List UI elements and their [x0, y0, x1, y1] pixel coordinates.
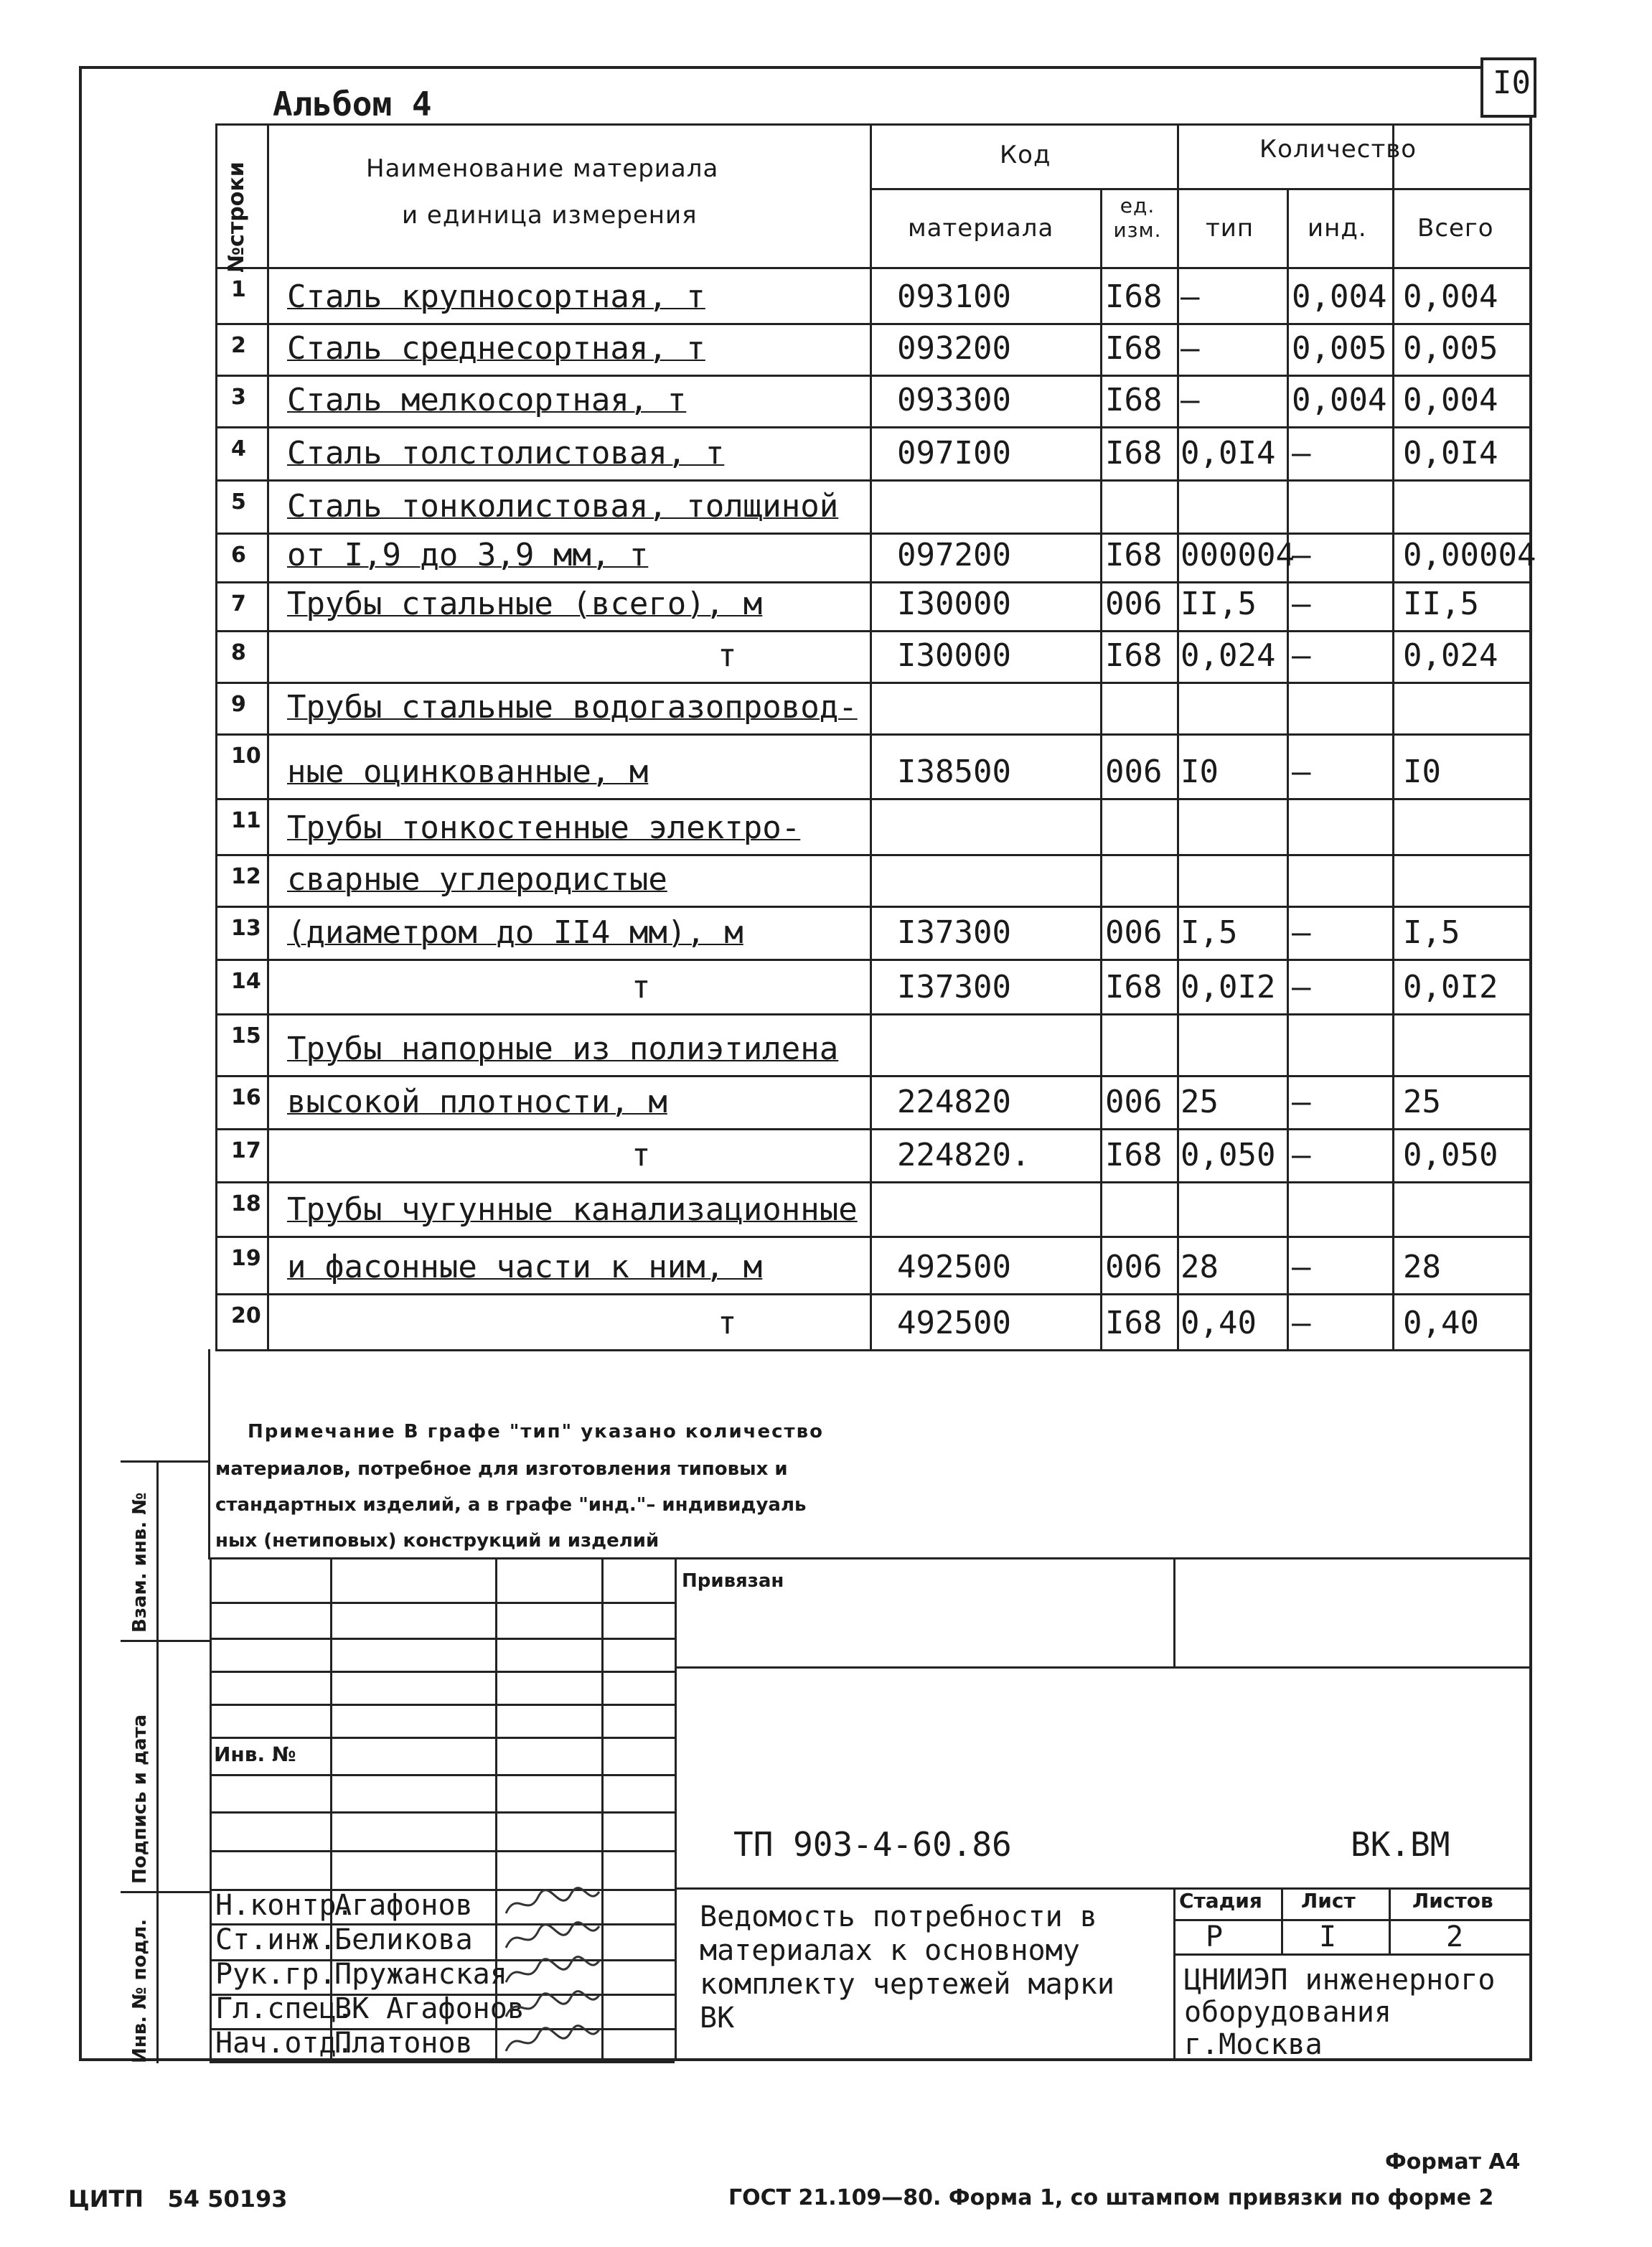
- row-type: 0,024: [1181, 637, 1276, 674]
- row-unit: 006: [1105, 1084, 1163, 1120]
- row-type: I0: [1181, 754, 1219, 790]
- header-quantity: Количество: [1259, 135, 1417, 164]
- row-n: 9: [231, 692, 246, 717]
- row-total: 0,00004: [1403, 537, 1536, 573]
- row-name: т: [632, 969, 651, 1005]
- row-n: 7: [231, 591, 246, 616]
- grid-line: [1173, 1887, 1175, 2061]
- grid-line: [210, 1774, 675, 1776]
- grid-line: [215, 1236, 1532, 1238]
- grid-line: [215, 630, 1532, 632]
- row-unit: I68: [1105, 330, 1163, 367]
- row-ind: 0,005: [1292, 330, 1387, 367]
- row-n: 14: [231, 969, 261, 994]
- stamp-doc-code: ТП 903-4-60.86: [733, 1825, 1012, 1864]
- row-name: Сталь тонколистовая, толщиной: [287, 488, 839, 525]
- row-unit: I68: [1105, 1305, 1163, 1341]
- grid-line: [1173, 1919, 1532, 1921]
- stamp-person-role: Рук.гр.: [215, 1958, 337, 1991]
- row-ind: –: [1292, 637, 1311, 674]
- row-total: 0,40: [1403, 1305, 1479, 1341]
- row-name: высокой плотности, м: [287, 1084, 667, 1120]
- signature-icon: [502, 1989, 603, 2024]
- row-n: 15: [231, 1023, 261, 1049]
- grid-line: [675, 1557, 677, 2061]
- row-name: Сталь среднесортная, т: [287, 330, 705, 367]
- stamp-stage-label: Стадия: [1179, 1889, 1262, 1913]
- grid-line: [215, 733, 1532, 736]
- note-line-4: ных (нетиповых) конструкций и изделий: [215, 1530, 660, 1552]
- row-n: 20: [231, 1303, 261, 1328]
- row-n: 4: [231, 436, 246, 461]
- grid-line: [215, 479, 1532, 482]
- header-code-material: материала: [908, 214, 1054, 243]
- stamp-person-name: ВК Агафонов: [334, 1992, 525, 2025]
- header-qty-ind: инд.: [1308, 214, 1367, 243]
- grid-line: [215, 1349, 1532, 1351]
- row-n: 19: [231, 1246, 261, 1271]
- row-name: Трубы стальные (всего), м: [287, 586, 763, 622]
- stamp-title-line-3: комплекту чертежей марки: [700, 1968, 1114, 2001]
- stamp-sheets-label: Листов: [1412, 1889, 1493, 1913]
- grid-line: [210, 1737, 675, 1739]
- row-type: I,5: [1181, 914, 1238, 951]
- stamp-person-name: Пружанская: [334, 1958, 507, 1991]
- grid-line: [215, 906, 1532, 908]
- stamp-doc-mark: ВК.ВМ: [1351, 1825, 1450, 1864]
- row-name: (диаметром до II4 мм), м: [287, 914, 743, 951]
- grid-line: [1389, 1887, 1391, 1953]
- row-name: Трубы чугунные канализационные: [287, 1191, 858, 1228]
- signature-icon: [502, 1955, 603, 1989]
- row-total: 0,0I4: [1403, 435, 1498, 472]
- row-code: I30000: [897, 637, 1011, 674]
- stamp-title-line-1: Ведомость потребности в: [700, 1900, 1097, 1933]
- grid-line: [121, 1891, 210, 1893]
- row-name: Трубы стальные водогазопровод-: [287, 689, 858, 726]
- row-code: 093200: [897, 330, 1011, 367]
- stamp-org-line-2: оборудования: [1184, 1996, 1391, 2029]
- row-type: II,5: [1181, 586, 1257, 622]
- row-n: 1: [231, 277, 246, 302]
- row-total: I0: [1403, 754, 1441, 790]
- row-n: 10: [231, 743, 261, 769]
- grid-line: [208, 1349, 210, 1557]
- stamp-person-role: Н.контр.: [215, 1889, 354, 1922]
- stamp-sheets: 2: [1446, 1920, 1464, 1953]
- row-unit: 006: [1105, 586, 1163, 622]
- row-name: Сталь крупносортная, т: [287, 278, 705, 315]
- grid-line: [121, 1640, 210, 1642]
- grid-line: [675, 1887, 1532, 1890]
- grid-line: [215, 1128, 1532, 1130]
- grid-line: [215, 123, 217, 1349]
- stamp-title-line-2: материалах к основному: [700, 1934, 1080, 1967]
- row-total: 25: [1403, 1084, 1441, 1120]
- grid-line: [210, 1704, 675, 1706]
- stamp-person-name: Агафонов: [334, 1889, 473, 1922]
- row-ind: –: [1292, 754, 1311, 790]
- row-type: 0,0I2: [1181, 969, 1276, 1005]
- row-name: Трубы тонкостенные электро-: [287, 810, 801, 846]
- stamp-person-name: Беликова: [334, 1923, 473, 1956]
- row-code: 224820: [897, 1084, 1011, 1120]
- row-total: 0,050: [1403, 1137, 1498, 1173]
- grid-line: [121, 1460, 210, 1463]
- grid-line: [870, 188, 1532, 190]
- row-unit: I68: [1105, 1137, 1163, 1173]
- row-name: сварные углеродистые: [287, 861, 667, 898]
- row-n: 6: [231, 543, 246, 568]
- row-ind: –: [1292, 586, 1311, 622]
- note-line-3: стандартных изделий, а в графе "инд."– индивидуаль: [215, 1494, 807, 1516]
- grid-line: [210, 1850, 675, 1852]
- row-type: 28: [1181, 1249, 1219, 1285]
- grid-line: [1392, 123, 1394, 1349]
- grid-line: [215, 123, 1532, 126]
- row-code: 097200: [897, 537, 1011, 573]
- row-name: ные оцинкованные, м: [287, 754, 649, 790]
- stamp-person-role: Нач.отд.: [215, 2027, 354, 2060]
- row-unit: 006: [1105, 754, 1163, 790]
- grid-line: [156, 1460, 159, 2063]
- row-name: т: [632, 1137, 651, 1173]
- row-n: 12: [231, 864, 261, 889]
- header-qty-type: тип: [1206, 214, 1254, 243]
- grid-line: [210, 1557, 675, 1559]
- header-row-number: №строки: [224, 161, 249, 273]
- row-n: 17: [231, 1138, 261, 1163]
- row-type: –: [1181, 382, 1200, 418]
- row-unit: I68: [1105, 537, 1163, 573]
- stamp-person-role: Гл.спец.: [215, 1992, 354, 2025]
- row-type: 000004: [1181, 537, 1295, 573]
- row-unit: 006: [1105, 1249, 1163, 1285]
- footer-left: ЦИТП 54 50193: [68, 2185, 288, 2213]
- row-ind: –: [1292, 1249, 1311, 1285]
- stamp-org-line-1: ЦНИИЭП инженерного: [1184, 1964, 1496, 1997]
- side-label-inv-podl: Инв. № подл.: [129, 1918, 151, 2063]
- header-code-unit: ед. изм.: [1113, 194, 1162, 242]
- row-name: и фасонные части к ним, м: [287, 1249, 763, 1285]
- footer-gost: ГОСТ 21.109—80. Форма 1, со штампом привязки по форме 2: [728, 2185, 1494, 2210]
- grid-line: [210, 1671, 675, 1673]
- album-label: Альбом 4: [273, 85, 432, 123]
- header-code: Код: [1000, 141, 1051, 169]
- row-type: 25: [1181, 1084, 1219, 1120]
- grid-line: [215, 323, 1532, 325]
- grid-line: [215, 682, 1532, 684]
- row-ind: –: [1292, 435, 1311, 472]
- footer-format: Формат А4: [1385, 2149, 1521, 2175]
- row-n: 8: [231, 640, 246, 665]
- row-n: 13: [231, 916, 261, 941]
- row-name: Сталь толстолистовая, т: [287, 435, 725, 472]
- grid-line: [215, 581, 1532, 583]
- note-line-2: материалов, потребное для изготовления типовых и: [215, 1458, 788, 1480]
- row-code: 097I00: [897, 435, 1011, 472]
- row-ind: –: [1292, 1137, 1311, 1173]
- row-code: I37300: [897, 969, 1011, 1005]
- row-unit: I68: [1105, 278, 1163, 315]
- stamp-person-name: Платонов: [334, 2027, 473, 2060]
- grid-line: [215, 1293, 1532, 1295]
- grid-line: [210, 2061, 675, 2063]
- grid-line: [870, 123, 872, 1349]
- row-n: 16: [231, 1085, 261, 1110]
- grid-line: [215, 533, 1532, 535]
- row-name: Сталь мелкосортная, т: [287, 382, 687, 418]
- row-type: –: [1181, 330, 1200, 367]
- stamp-org-line-3: г.Москва: [1184, 2028, 1323, 2061]
- stamp-stage: Р: [1206, 1920, 1224, 1953]
- row-total: 28: [1403, 1249, 1441, 1285]
- row-ind: –: [1292, 969, 1311, 1005]
- signature-icon: [502, 2024, 603, 2058]
- stamp-sheet-label: Лист: [1301, 1889, 1356, 1913]
- stamp-title-line-4: ВК: [700, 2002, 735, 2035]
- header-name-line2: и единица измерения: [402, 201, 698, 230]
- row-name: от I,9 до 3,9 мм, т: [287, 537, 649, 573]
- header-name-line1: Наименование материала: [366, 154, 719, 183]
- row-code: I30000: [897, 586, 1011, 622]
- grid-line: [1281, 1887, 1283, 1953]
- grid-line: [1100, 188, 1102, 1349]
- grid-line: [210, 1811, 675, 1814]
- row-code: 492500: [897, 1305, 1011, 1341]
- row-name: Трубы напорные из полиэтилена: [287, 1031, 839, 1067]
- row-total: I,5: [1403, 914, 1460, 951]
- row-unit: 006: [1105, 914, 1163, 951]
- grid-line: [215, 1075, 1532, 1077]
- row-code: 492500: [897, 1249, 1011, 1285]
- row-unit: I68: [1105, 969, 1163, 1005]
- grid-line: [1530, 1349, 1532, 1557]
- row-total: II,5: [1403, 586, 1479, 622]
- row-ind: –: [1292, 537, 1311, 573]
- grid-line: [675, 1666, 1532, 1669]
- grid-line: [215, 426, 1532, 428]
- stamp-privyazan: Привязан: [682, 1570, 784, 1592]
- row-code: I37300: [897, 914, 1011, 951]
- row-total: 0,0I2: [1403, 969, 1498, 1005]
- row-code: 093300: [897, 382, 1011, 418]
- row-total: 0,004: [1403, 278, 1498, 315]
- side-label-podpis: Подпись и дата: [129, 1714, 151, 1884]
- grid-line: [215, 375, 1532, 377]
- grid-line: [215, 798, 1532, 800]
- grid-line: [210, 1557, 212, 2063]
- row-ind: –: [1292, 1305, 1311, 1341]
- row-n: 3: [231, 385, 246, 410]
- row-total: 0,004: [1403, 382, 1498, 418]
- grid-line: [215, 1013, 1532, 1015]
- stamp-inv-no: Инв. №: [214, 1742, 296, 1766]
- row-type: 0,40: [1181, 1305, 1257, 1341]
- row-ind: 0,004: [1292, 278, 1387, 315]
- grid-line: [1287, 188, 1289, 1349]
- row-code: 224820.: [897, 1137, 1031, 1173]
- stamp-sheet: I: [1319, 1920, 1337, 1953]
- row-code: 093100: [897, 278, 1011, 315]
- grid-line: [210, 1638, 675, 1640]
- grid-line: [215, 267, 1532, 269]
- side-label-vzam: Взам. инв. №: [129, 1492, 151, 1633]
- header-qty-total: Всего: [1417, 214, 1494, 243]
- row-unit: I68: [1105, 435, 1163, 472]
- grid-line: [215, 959, 1532, 961]
- grid-line: [210, 1602, 675, 1604]
- row-n: 11: [231, 808, 261, 833]
- signature-icon: [502, 1886, 603, 1920]
- row-code: I38500: [897, 754, 1011, 790]
- signature-icon: [502, 1920, 603, 1955]
- row-ind: –: [1292, 914, 1311, 951]
- row-unit: I68: [1105, 382, 1163, 418]
- row-type: 0,0I4: [1181, 435, 1276, 472]
- row-type: 0,050: [1181, 1137, 1276, 1173]
- row-n: 5: [231, 489, 246, 515]
- grid-line: [267, 123, 269, 1349]
- grid-line: [215, 854, 1532, 856]
- row-ind: –: [1292, 1084, 1311, 1120]
- row-n: 18: [231, 1191, 261, 1216]
- row-unit: I68: [1105, 637, 1163, 674]
- row-name: т: [718, 1305, 737, 1341]
- note-line-1: Примечание В графе "тип" указано количество: [248, 1421, 824, 1443]
- row-name: т: [718, 637, 737, 674]
- row-n: 2: [231, 333, 246, 358]
- page-number: I0: [1493, 65, 1531, 101]
- grid-line: [1173, 1557, 1175, 1666]
- grid-line: [215, 1181, 1532, 1183]
- row-total: 0,005: [1403, 330, 1498, 367]
- grid-line: [1173, 1953, 1532, 1956]
- grid-line: [1177, 123, 1179, 1349]
- stamp-person-role: Ст.инж.: [215, 1923, 337, 1956]
- row-total: 0,024: [1403, 637, 1498, 674]
- row-type: –: [1181, 278, 1200, 315]
- row-ind: 0,004: [1292, 382, 1387, 418]
